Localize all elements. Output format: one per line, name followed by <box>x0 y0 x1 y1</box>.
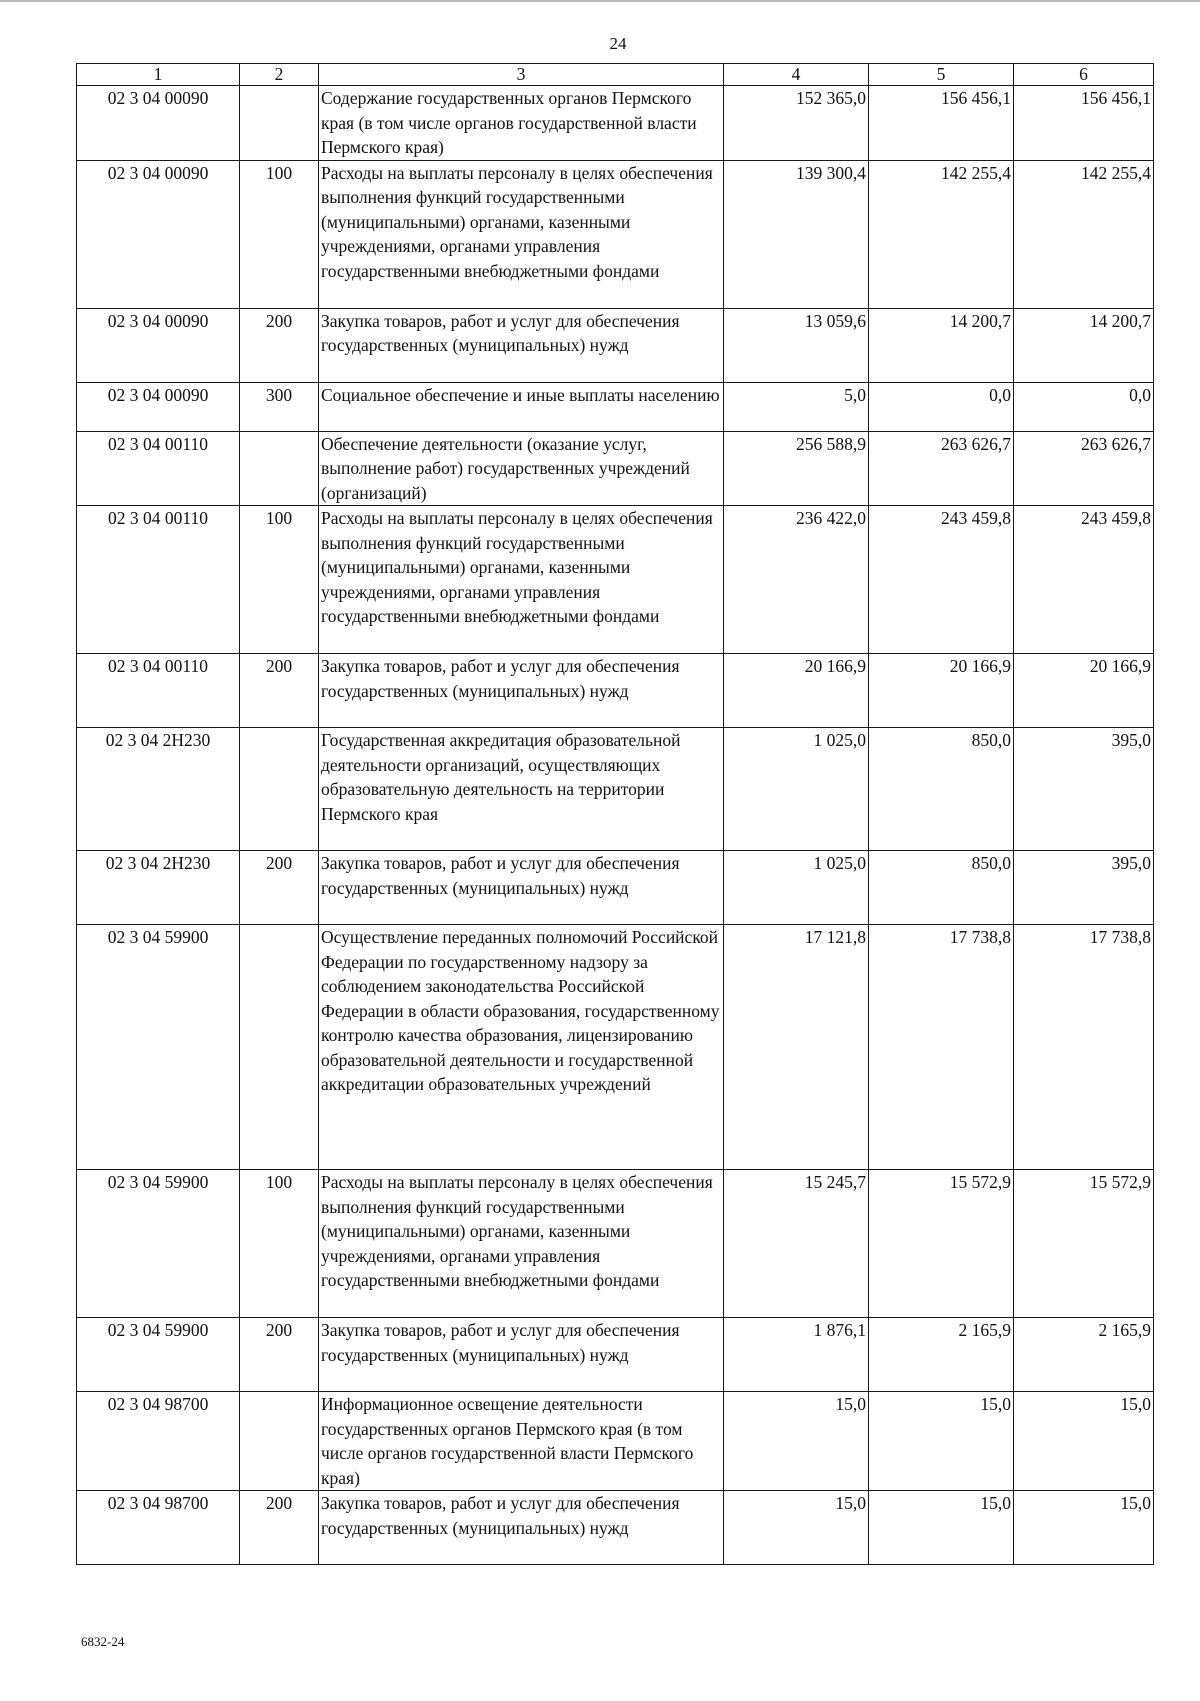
column-header: 5 <box>869 64 1014 86</box>
table-row <box>77 506 1154 654</box>
name-cell: Расходы на выплаты персоналу в целях обеспечения выполнения функций государственными (муниципальными) органами, казенными учреждениями, органами управления государственными внебюджетными фондами <box>319 1170 724 1318</box>
expense-type-cell: 200 <box>240 308 319 382</box>
amount-cell-4: 1 025,0 <box>724 728 869 851</box>
expense-type-cell: 200 <box>240 851 319 925</box>
table-row <box>77 382 1154 431</box>
amount-cell-5: 15 572,9 <box>869 1170 1014 1318</box>
expense-type-cell <box>240 925 319 1170</box>
amount-cell-6: 0,0 <box>1014 382 1154 431</box>
code-cell: 02 3 04 2Н230 <box>77 728 240 851</box>
table-row <box>77 654 1154 728</box>
column-header: 4 <box>724 64 869 86</box>
amount-cell-4: 20 166,9 <box>724 654 869 728</box>
amount-cell-4: 1 876,1 <box>724 1318 869 1392</box>
amount-cell-6: 17 738,8 <box>1014 925 1154 1170</box>
header-row <box>77 64 1154 86</box>
amount-cell-6: 15,0 <box>1014 1491 1154 1565</box>
budget-table <box>76 63 1154 1565</box>
name-cell: Государственная аккредитация образовательной деятельности организаций, осуществляющих образовательную деятельность на территории Пермского края <box>319 728 724 851</box>
amount-cell-5: 142 255,4 <box>869 160 1014 308</box>
column-header: 2 <box>240 64 319 86</box>
expense-type-cell <box>240 728 319 851</box>
code-cell: 02 3 04 00090 <box>77 160 240 308</box>
table-row <box>77 160 1154 308</box>
table-row <box>77 925 1154 1170</box>
expense-type-cell <box>240 1392 319 1491</box>
expense-type-cell: 100 <box>240 506 319 654</box>
amount-cell-4: 1 025,0 <box>724 851 869 925</box>
code-cell: 02 3 04 59900 <box>77 925 240 1170</box>
column-header: 6 <box>1014 64 1154 86</box>
amount-cell-6: 243 459,8 <box>1014 506 1154 654</box>
code-cell: 02 3 04 98700 <box>77 1491 240 1565</box>
table-row <box>77 1170 1154 1318</box>
table-row <box>77 1491 1154 1565</box>
amount-cell-5: 14 200,7 <box>869 308 1014 382</box>
name-cell: Обеспечение деятельности (оказание услуг, выполнение работ) государственных учреждений (организаций) <box>319 431 724 506</box>
amount-cell-4: 17 121,8 <box>724 925 869 1170</box>
table-row <box>77 1392 1154 1491</box>
amount-cell-4: 13 059,6 <box>724 308 869 382</box>
code-cell: 02 3 04 98700 <box>77 1392 240 1491</box>
amount-cell-6: 14 200,7 <box>1014 308 1154 382</box>
amount-cell-6: 15,0 <box>1014 1392 1154 1491</box>
name-cell: Социальное обеспечение и иные выплаты населению <box>319 382 724 431</box>
expense-type-cell: 100 <box>240 1170 319 1318</box>
amount-cell-5: 2 165,9 <box>869 1318 1014 1392</box>
expense-type-cell <box>240 431 319 506</box>
table-row <box>77 1318 1154 1392</box>
amount-cell-6: 142 255,4 <box>1014 160 1154 308</box>
expense-type-cell: 200 <box>240 654 319 728</box>
amount-cell-4: 236 422,0 <box>724 506 869 654</box>
column-header: 1 <box>77 64 240 86</box>
code-cell: 02 3 04 00110 <box>77 506 240 654</box>
name-cell: Информационное освещение деятельности государственных органов Пермского края (в том числе органов государственной власти Пермского края) <box>319 1392 724 1491</box>
amount-cell-4: 15 245,7 <box>724 1170 869 1318</box>
column-header: 3 <box>319 64 724 86</box>
amount-cell-5: 15,0 <box>869 1392 1014 1491</box>
name-cell: Закупка товаров, работ и услуг для обеспечения государственных (муниципальных) нужд <box>319 654 724 728</box>
amount-cell-6: 15 572,9 <box>1014 1170 1154 1318</box>
expense-type-cell: 200 <box>240 1491 319 1565</box>
amount-cell-5: 0,0 <box>869 382 1014 431</box>
expense-type-cell: 300 <box>240 382 319 431</box>
name-cell: Закупка товаров, работ и услуг для обеспечения государственных (муниципальных) нужд <box>319 1491 724 1565</box>
amount-cell-4: 256 588,9 <box>724 431 869 506</box>
code-cell: 02 3 04 00110 <box>77 654 240 728</box>
expense-type-cell: 100 <box>240 160 319 308</box>
table-row <box>77 728 1154 851</box>
code-cell: 02 3 04 00110 <box>77 431 240 506</box>
amount-cell-6: 395,0 <box>1014 728 1154 851</box>
code-cell: 02 3 04 59900 <box>77 1170 240 1318</box>
name-cell: Закупка товаров, работ и услуг для обеспечения государственных (муниципальных) нужд <box>319 851 724 925</box>
amount-cell-4: 15,0 <box>724 1491 869 1565</box>
amount-cell-6: 20 166,9 <box>1014 654 1154 728</box>
amount-cell-5: 850,0 <box>869 728 1014 851</box>
amount-cell-5: 156 456,1 <box>869 86 1014 161</box>
amount-cell-4: 5,0 <box>724 382 869 431</box>
scan-edge <box>0 0 1200 2</box>
amount-cell-5: 15,0 <box>869 1491 1014 1565</box>
code-cell: 02 3 04 2Н230 <box>77 851 240 925</box>
name-cell: Закупка товаров, работ и услуг для обеспечения государственных (муниципальных) нужд <box>319 308 724 382</box>
amount-cell-6: 395,0 <box>1014 851 1154 925</box>
amount-cell-6: 2 165,9 <box>1014 1318 1154 1392</box>
code-cell: 02 3 04 00090 <box>77 382 240 431</box>
name-cell: Расходы на выплаты персоналу в целях обеспечения выполнения функций государственными (муниципальными) органами, казенными учреждениями, органами управления государственными внебюджетными фондами <box>319 506 724 654</box>
amount-cell-5: 243 459,8 <box>869 506 1014 654</box>
amount-cell-5: 20 166,9 <box>869 654 1014 728</box>
amount-cell-4: 139 300,4 <box>724 160 869 308</box>
amount-cell-6: 156 456,1 <box>1014 86 1154 161</box>
code-cell: 02 3 04 00090 <box>77 308 240 382</box>
name-cell: Расходы на выплаты персоналу в целях обеспечения выполнения функций государственными (муниципальными) органами, казенными учреждениями, органами управления государственными внебюджетными фондами <box>319 160 724 308</box>
amount-cell-5: 263 626,7 <box>869 431 1014 506</box>
name-cell: Закупка товаров, работ и услуг для обеспечения государственных (муниципальных) нужд <box>319 1318 724 1392</box>
name-cell: Содержание государственных органов Пермского края (в том числе органов государственной власти Пермского края) <box>319 86 724 161</box>
amount-cell-5: 850,0 <box>869 851 1014 925</box>
amount-cell-4: 15,0 <box>724 1392 869 1491</box>
expense-type-cell: 200 <box>240 1318 319 1392</box>
amount-cell-6: 263 626,7 <box>1014 431 1154 506</box>
document-code: 6832-24 <box>81 1634 125 1649</box>
table-row <box>77 431 1154 506</box>
table-row <box>77 86 1154 161</box>
page-number: 24 <box>609 34 627 53</box>
amount-cell-4: 152 365,0 <box>724 86 869 161</box>
expense-type-cell <box>240 86 319 161</box>
code-cell: 02 3 04 59900 <box>77 1318 240 1392</box>
table-row <box>77 851 1154 925</box>
code-cell: 02 3 04 00090 <box>77 86 240 161</box>
name-cell: Осуществление переданных полномочий Российской Федерации по государственному надзору за соблюдением законодательства Российской Федерации в области образования, государственному контролю качества образования, лицензированию образовательной деятельности и государственной аккредитации образовательных учреждений <box>319 925 724 1170</box>
table-row <box>77 308 1154 382</box>
amount-cell-5: 17 738,8 <box>869 925 1014 1170</box>
